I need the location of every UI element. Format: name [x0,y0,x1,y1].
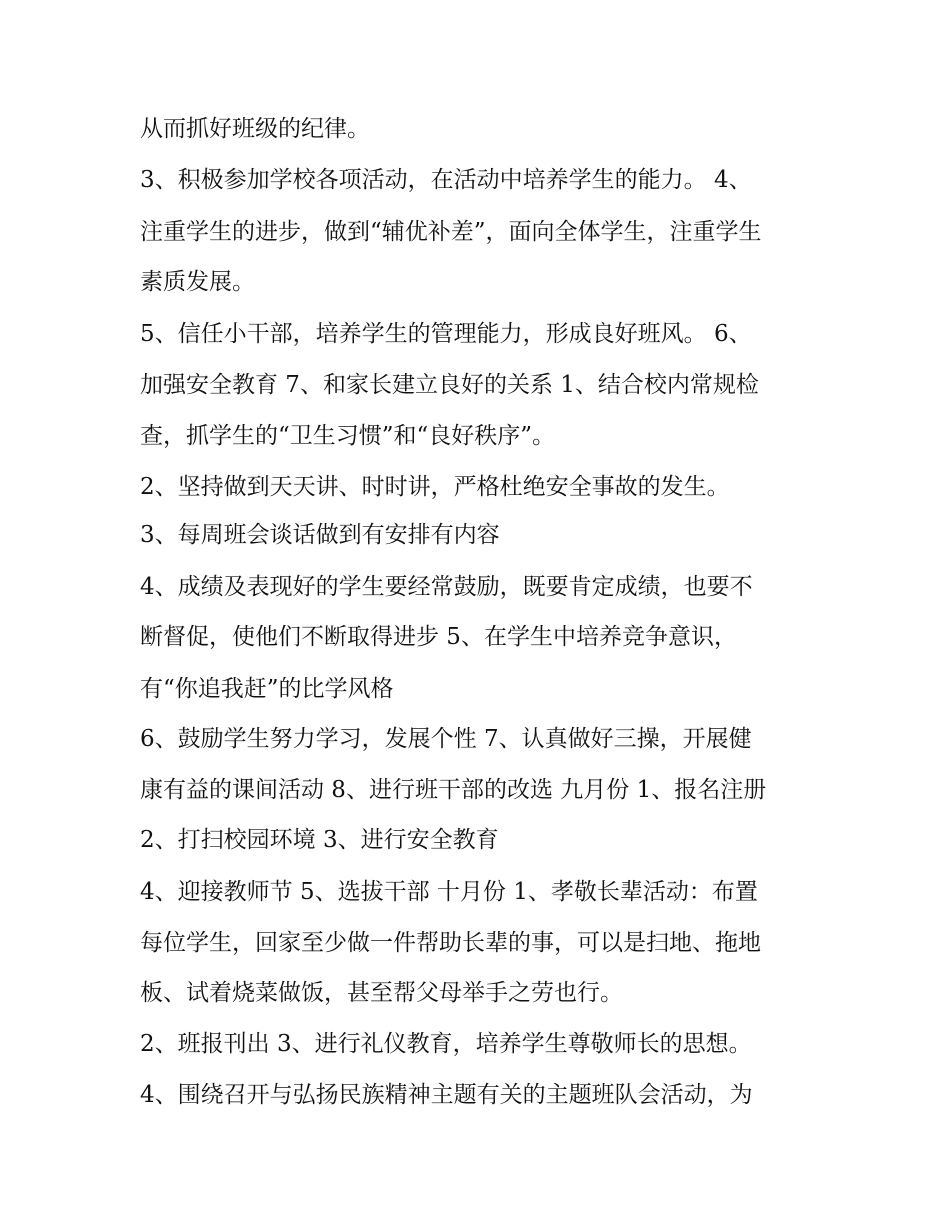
text-line: 5、信任小干部，培养学生的管理能力，形成良好班风。 6、 [140,321,752,347]
text-line: 4、围绕召开与弘扬民族精神主题有关的主题班队会活动，为 [140,1082,753,1108]
text-line: 有“你追我赶”的比学风格 [140,676,394,702]
text-line: 3、积极参加学校各项活动，在活动中培养学生的能力。 4、 [140,167,752,193]
text-line: 3、每周班会谈话做到有安排有内容 [140,522,500,548]
text-line: 6、鼓励学生努力学习，发展个性 7、认真做好三操，开展健 [140,726,752,752]
text-line: 2、打扫校园环境 3、进行安全教育 [140,827,499,853]
text-line: 4、迎接教师节 5、选拔干部 十月份 1、孝敬长辈活动：布置 [140,879,758,905]
text-line: 康有益的课间活动 8、进行班干部的改选 九月份 1、报名注册 [140,777,767,803]
text-line: 断督促，使他们不断取得进步 5、在学生中培养竞争意识， [140,624,737,650]
text-line: 2、班报刊出 3、进行礼仪教育，培养学生尊敬师长的思想。 [140,1031,752,1057]
text-line: 2、坚持做到天天讲、时时讲，严格杜绝安全事故的发生。 [140,474,730,500]
text-line: 从而抓好班级的纪律。 [140,116,370,142]
text-line: 素质发展。 [140,269,255,295]
text-line: 每位学生，回家至少做一件帮助长辈的事，可以是扫地、拖地 [140,930,761,956]
text-line: 4、成绩及表现好的学生要经常鼓励，既要肯定成绩，也要不 [140,574,753,600]
text-line: 板、试着烧菜做饭，甚至帮父母举手之劳也行。 [140,980,623,1006]
text-line: 查，抓学生的“卫生习惯”和“良好秩序”。 [140,423,556,449]
text-line: 加强安全教育 7、和家长建立良好的关系 1、结合校内常规检 [140,372,759,398]
text-line: 注重学生的进步，做到“辅优补差”，面向全体学生，注重学生 [140,219,762,245]
